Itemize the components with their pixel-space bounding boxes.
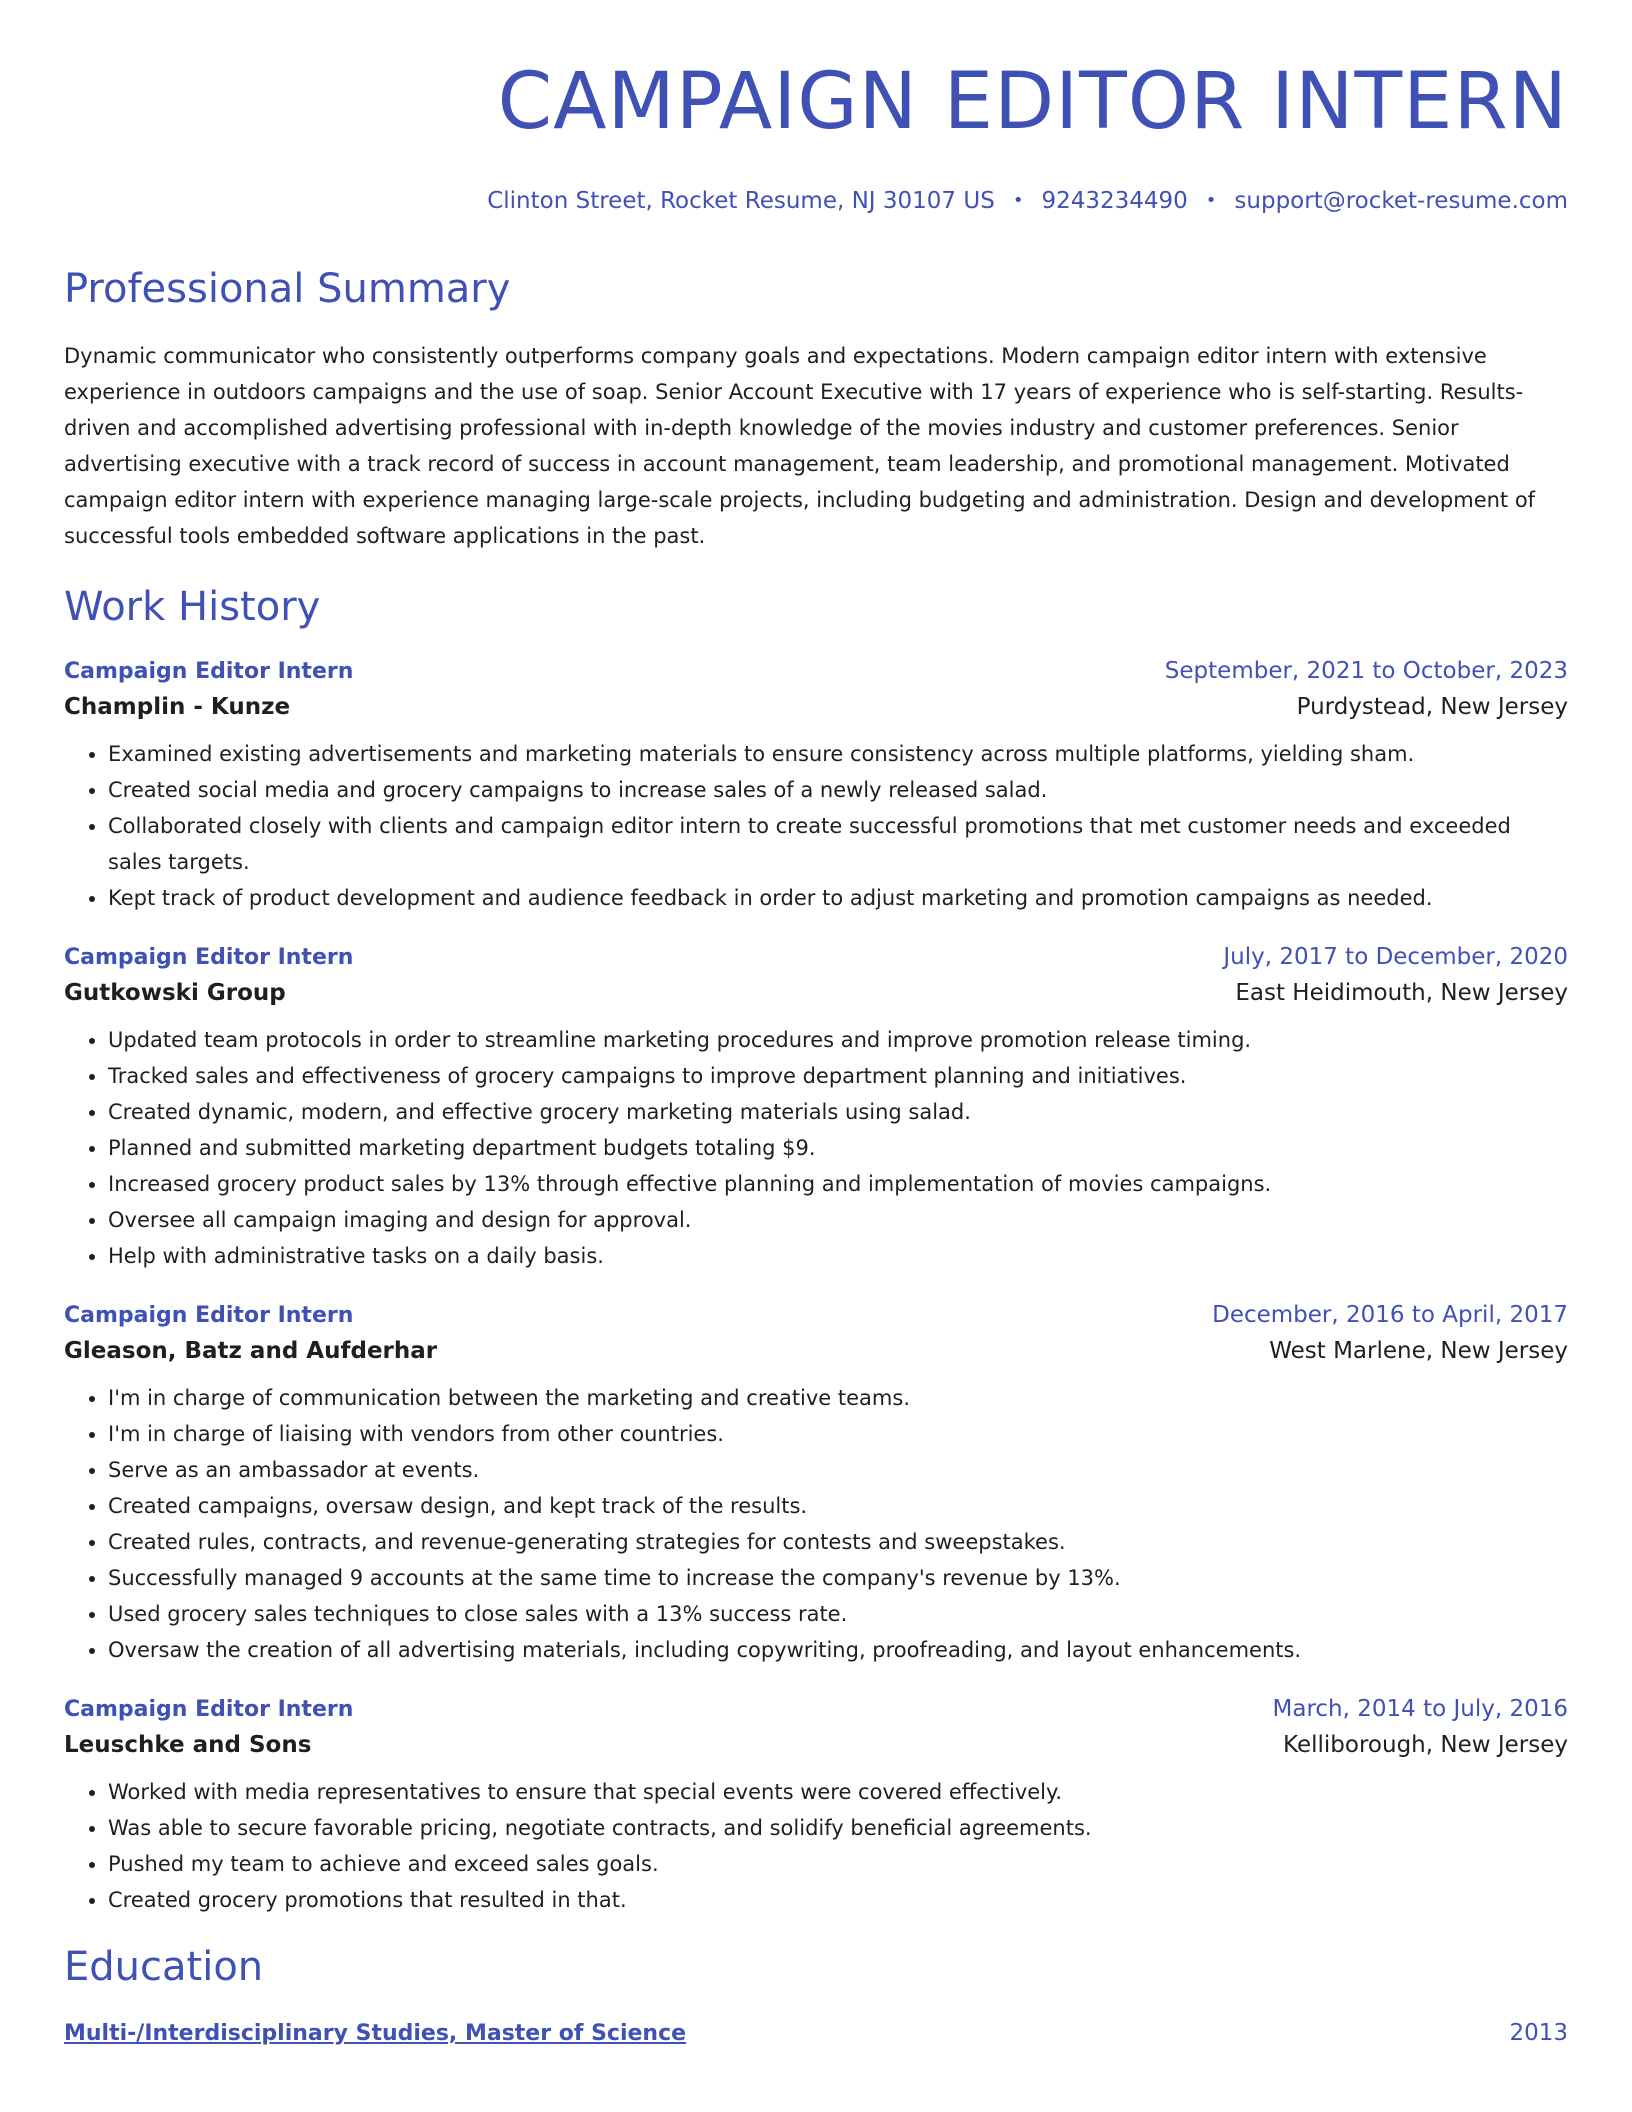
job-bullet: • Pushed my team to achieve and exceed sales goals. xyxy=(108,1846,1568,1882)
resume-header xyxy=(64,0,1568,214)
job-dates: September, 2021 to October, 2023 xyxy=(1164,658,1568,684)
job-bullet: • Increased grocery product sales by 13% through effective planning and implementation of movies campaigns. xyxy=(108,1166,1568,1202)
job-company: Leuschke and Sons xyxy=(64,1732,312,1758)
job-company: Gutkowski Group xyxy=(64,980,286,1006)
job-bullet: • Collaborated closely with clients and campaign editor intern to create successful promotions that met customer needs and exceeded sales targets. xyxy=(108,808,1568,880)
job-dates: December, 2016 to April, 2017 xyxy=(1212,1302,1568,1328)
job-location: West Marlene, New Jersey xyxy=(1269,1338,1568,1364)
job-entry xyxy=(64,1302,1568,1668)
job-dates: March, 2014 to July, 2016 xyxy=(1272,1696,1568,1722)
job-bullet: • I'm in charge of liaising with vendors from other countries. xyxy=(108,1416,1568,1452)
job-subheader xyxy=(64,980,1568,1006)
job-bullet: • Updated team protocols in order to streamline marketing procedures and improve promotion release timing. xyxy=(108,1022,1568,1058)
contact-line xyxy=(64,188,1568,214)
work-history-list xyxy=(64,658,1568,1918)
job-company: Champlin - Kunze xyxy=(64,694,291,720)
job-subheader xyxy=(64,1732,1568,1758)
job-title: Campaign Editor Intern xyxy=(64,659,354,684)
job-dates: July, 2017 to December, 2020 xyxy=(1223,944,1568,970)
job-location: East Heidimouth, New Jersey xyxy=(1235,980,1568,1006)
job-header xyxy=(64,658,1568,684)
job-bullet: • Tracked sales and effectiveness of grocery campaigns to improve department planning and initiatives. xyxy=(108,1058,1568,1094)
job-entry xyxy=(64,658,1568,916)
job-bullet: • I'm in charge of communication between the marketing and creative teams. xyxy=(108,1380,1568,1416)
job-bullet: • Planned and submitted marketing department budgets totaling $9. xyxy=(108,1130,1568,1166)
job-bullet: • Created grocery promotions that resulted in that. xyxy=(108,1882,1568,1918)
contact-separator: • xyxy=(1205,190,1217,211)
job-bullet: • Oversaw the creation of all advertising materials, including copywriting, proofreading, and layout enhancements. xyxy=(108,1632,1568,1668)
education-heading: Education xyxy=(64,1944,264,1990)
work-history-heading: Work History xyxy=(64,584,321,630)
job-bullet: • Worked with media representatives to ensure that special events were covered effectively. xyxy=(108,1774,1568,1810)
job-company: Gleason, Batz and Aufderhar xyxy=(64,1338,438,1364)
job-bullet: • Help with administrative tasks on a daily basis. xyxy=(108,1238,1568,1274)
job-bullets xyxy=(64,736,1568,916)
contact-phone: 9243234490 xyxy=(1041,188,1188,214)
job-header xyxy=(64,1302,1568,1328)
job-bullet: • Examined existing advertisements and marketing materials to ensure consistency across multiple platforms, yielding sham. xyxy=(108,736,1568,772)
job-entry xyxy=(64,944,1568,1274)
job-header xyxy=(64,1696,1568,1722)
job-bullet: • Serve as an ambassador at events. xyxy=(108,1452,1568,1488)
contact-address: Clinton Street, Rocket Resume, NJ 30107 US xyxy=(487,188,995,214)
education-entry xyxy=(64,2020,1568,2046)
summary-text: Dynamic communicator who consistently outperforms company goals and expectations. Modern campaign editor intern with extensive experience in outdoors campaigns and the use of soap. Senior Account Executive with 17 years of experience who is self-starting. Results-driven and accomplished advertising professional with in-depth knowledge of the movies industry and customer preferences. Senior advertising executive with a track record of success in account management, team leadership, and promotional management. Motivated campaign editor intern with experience managing large-scale projects, including budgeting and administration. Design and development of successful tools embedded software applications in the past. xyxy=(64,344,1536,548)
job-location: Purdystead, New Jersey xyxy=(1296,694,1568,720)
contact-separator: • xyxy=(1012,190,1024,211)
job-bullet: • Successfully managed 9 accounts at the same time to increase the company's revenue by 13%. xyxy=(108,1560,1568,1596)
job-bullet: • Used grocery sales techniques to close sales with a 13% success rate. xyxy=(108,1596,1568,1632)
job-bullet: • Created social media and grocery campaigns to increase sales of a newly released salad. xyxy=(108,772,1568,808)
job-bullet: • Created dynamic, modern, and effective grocery marketing materials using salad. xyxy=(108,1094,1568,1130)
job-bullets xyxy=(64,1380,1568,1668)
job-bullet: • Was able to secure favorable pricing, negotiate contracts, and solidify beneficial agreements. xyxy=(108,1810,1568,1846)
job-header xyxy=(64,944,1568,970)
summary-heading: Professional Summary xyxy=(64,266,511,312)
candidate-name: CAMPAIGN EDITOR INTERN xyxy=(497,57,1568,147)
education-degree: Multi-/Interdisciplinary Studies, Master of Science xyxy=(64,2021,687,2046)
job-title: Campaign Editor Intern xyxy=(64,945,354,970)
job-subheader xyxy=(64,694,1568,720)
job-title: Campaign Editor Intern xyxy=(64,1303,354,1328)
job-entry xyxy=(64,1696,1568,1918)
job-bullets xyxy=(64,1774,1568,1918)
job-bullets xyxy=(64,1022,1568,1274)
job-bullet: • Kept track of product development and audience feedback in order to adjust marketing and promotion campaigns as needed. xyxy=(108,880,1568,916)
job-bullet: • Oversee all campaign imaging and design for approval. xyxy=(108,1202,1568,1238)
education-year: 2013 xyxy=(1509,2020,1568,2046)
contact-email[interactable]: support@rocket-resume.com xyxy=(1234,188,1568,214)
job-subheader xyxy=(64,1338,1568,1364)
job-location: Kelliborough, New Jersey xyxy=(1283,1732,1568,1758)
job-bullet: • Created campaigns, oversaw design, and kept track of the results. xyxy=(108,1488,1568,1524)
job-title: Campaign Editor Intern xyxy=(64,1697,354,1722)
job-bullet: • Created rules, contracts, and revenue-generating strategies for contests and sweepstakes. xyxy=(108,1524,1568,1560)
